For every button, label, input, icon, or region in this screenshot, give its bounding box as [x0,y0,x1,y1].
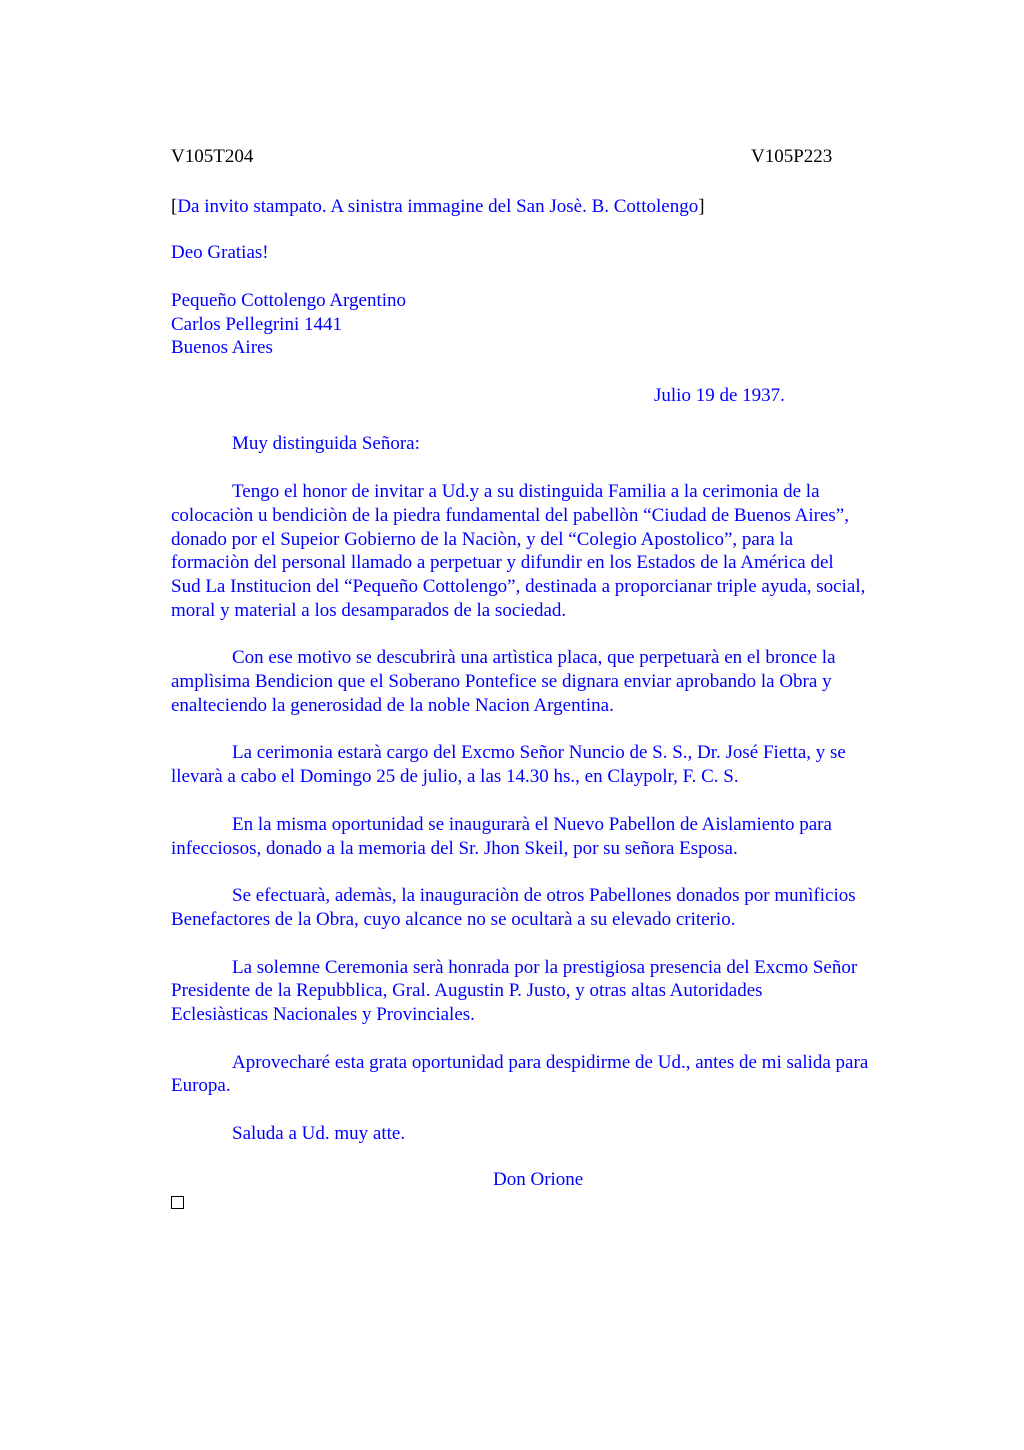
paragraph-invitation [171,480,931,622]
paragraph-line: enalteciendo la generosidad de la noble Nacion Argentina. [171,694,614,716]
line-text: La solemne Ceremonia serà honrada por la prestigiosa presencia del Excmo Señor [232,956,858,978]
paragraph-line: infecciosos, donado a la memoria del Sr. Jhon Skeil, por su señora Esposa. [171,837,738,859]
line-text: En la misma oportunidad se inaugurarà el Nuevo Pabellon de Aislamiento para [232,813,832,835]
address-line: Carlos Pellegrini 1441 [171,313,342,335]
sender-address [171,289,931,360]
line-text: La cerimonia estarà cargo del Excmo Señor Nuncio de S. S., Dr. José Fietta, y se [232,742,846,764]
paragraph-line: amplìsima Bendicion que el Soberano Pontefice se dignara enviar aprobando la Obra y [171,671,832,693]
letter-page [171,146,931,1209]
line-text: Aprovecharé esta grata oportunidad para despidirme de Ud., antes de mi salida para [232,1051,869,1073]
paragraph-line: Europa. [171,1075,231,1097]
paragraph-line [171,884,931,908]
line-text: Tengo el honor de invitar a Ud.y a su distinguida Familia a la cerimonia de la [232,481,820,503]
volume-text-code: V105T204 [171,146,254,167]
paragraph-line [171,741,931,765]
paragraph-line [171,956,931,980]
editorial-note [171,195,931,219]
signature: Don Orione [493,1169,584,1191]
paragraph-line: formaciòn del personal llamado a perpetuar y difundir en los Estados de la América del [171,552,834,574]
paragraph-line: Benefactores de la Obra, cuyo alcance no se ocultarà a su elevado criterio. [171,908,736,930]
address-line: Buenos Aires [171,337,273,359]
paragraph-line: Presidente de la Repubblica, Gral. Augustin P. Justo, y otras altas Autoridades [171,980,763,1002]
paragraph-despedida [171,1051,931,1098]
document-header [171,146,931,170]
line-text: Con ese motivo se descubrirà una artìstica placa, que perpetuarà en el bronce la [232,647,836,669]
paragraph-line [171,646,931,670]
paragraph-line: llevarà a cabo el Domingo 25 de julio, a las 14.30 hs., en Claypolr, F. C. S. [171,766,739,788]
paragraph-line: colocaciòn u bendiciòn de la piedra fundamental del pabellòn “Ciudad de Buenos Aires”, [171,504,849,526]
paragraph-pabellon [171,813,931,860]
paragraph-line: Eclesiàsticas Nacionales y Provinciales. [171,1004,475,1026]
note-text: Da invito stampato. A sinistra immagine del San Josè. B. Cottolengo [177,196,699,217]
paragraph-line [171,813,931,837]
paragraph-line [171,480,931,504]
closing: Saluda a Ud. muy atte. [232,1123,406,1145]
letter-date: Julio 19 de 1937. [654,385,785,407]
paragraph-line: moral y material a los desamparados de la sociedad. [171,599,567,621]
paragraph-ceremony [171,741,931,788]
salutation: Muy distinguida Señora: [232,433,420,455]
square-marker-icon [171,1196,184,1209]
paragraph-placa [171,646,931,717]
paragraph-presidente [171,956,931,1027]
paragraph-line [171,1051,931,1075]
volume-page-code: V105P223 [751,146,833,167]
line-text: Se efectuarà, ademàs, la inauguraciòn de otros Pabellones donados por munìficios [232,885,856,907]
paragraph-line: donado por el Supeior Gobierno de la Naciòn, y del “Colegio Apostolico”, para la [171,528,794,550]
note-open-bracket: [ [171,196,178,217]
address-line: Pequeño Cottolengo Argentino [171,290,407,311]
deo-gratias: Deo Gratias! [171,242,269,263]
paragraph-line: Sud La Institucion del “Pequeño Cottolengo”, destinada a proporcianar triple ayuda, social, [171,575,866,597]
paragraph-inauguracion [171,884,931,931]
note-close-bracket: ] [698,196,705,217]
